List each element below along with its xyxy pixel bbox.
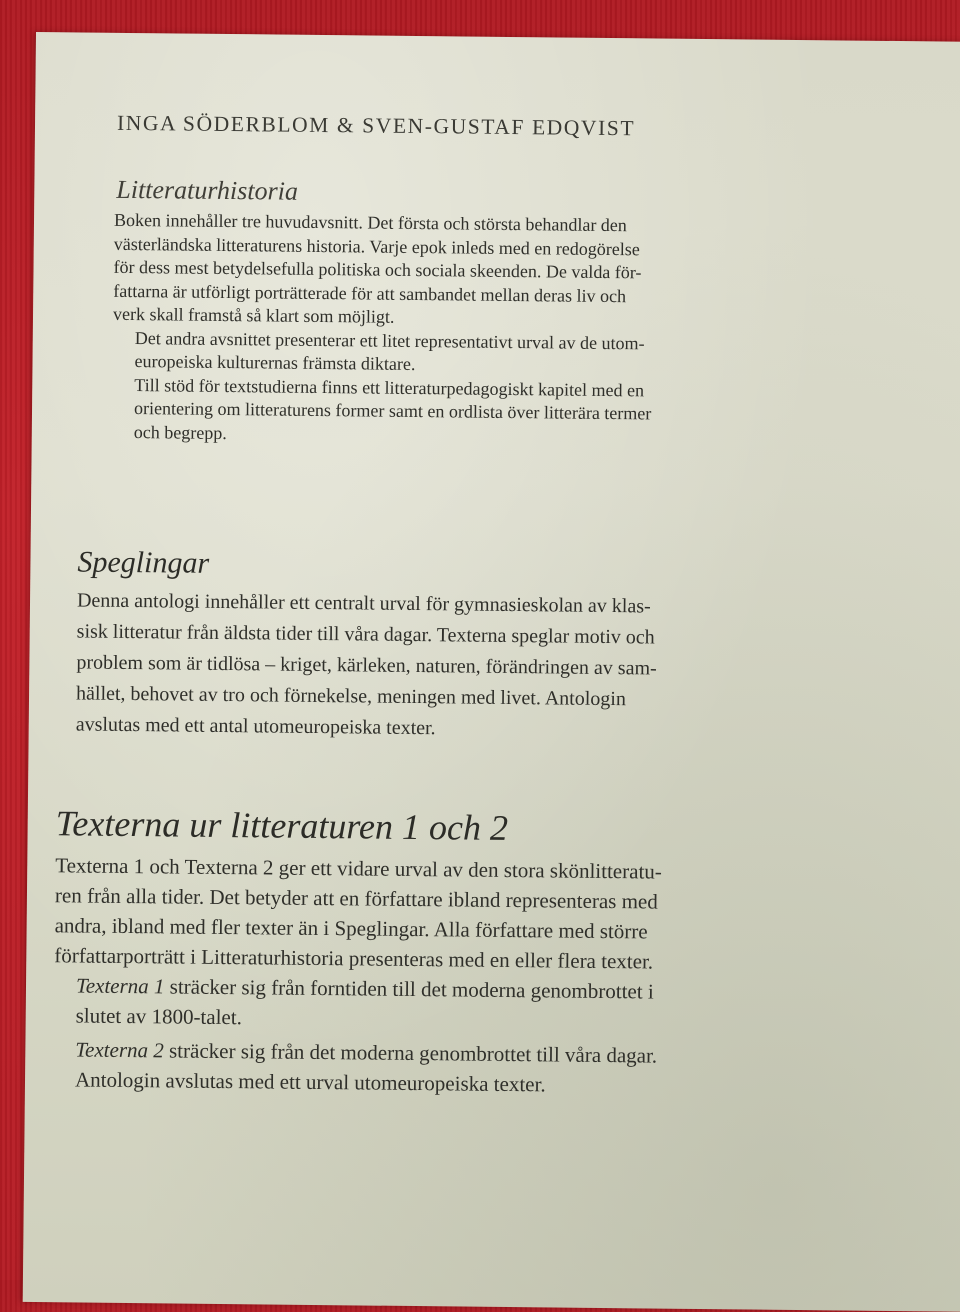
paragraph: [112, 326, 852, 381]
section-heading: Texterna ur litteraturen 1 och 2: [55, 803, 509, 848]
book-title: Texterna 2: [75, 1037, 164, 1063]
paragraph: [54, 970, 855, 1038]
authors-line: INGA SÖDERBLOM & SVEN-GUSTAF EDQVIST: [116, 110, 636, 141]
paragraph: [53, 1034, 854, 1102]
paragraph: [112, 373, 853, 451]
paragraph-text: [53, 1034, 657, 1100]
paragraph-text: Till stöd för textstudierna finns ett litteraturpedagogiskt kapitel med en orientering om litteraturens former samt en ordlista över litterära termer och begrepp.: [133, 374, 652, 443]
book-back-cover: [23, 32, 960, 1312]
section-heading: Speglingar: [77, 545, 210, 580]
paragraph-text: [54, 970, 654, 1036]
section-litteraturhistoria: [112, 175, 855, 452]
section-speglingar: [76, 545, 858, 748]
paragraph-text: sträcker sig från forntiden till det moderna genombrottet i slutet av 1800-talet.: [75, 974, 654, 1030]
paragraph: Boken innehåller tre huvudavsnitt. Det första och största behandlar den västerländska litteraturens historia. Varje epok inleds med en redogörelse för dess mest betydelsefulla politiska och sociala skeenden. De valda för- fattarna är utförligt porträtterade för att sambandet mellan deras liv och verk skall framstå så klart som möjligt.: [112, 209, 642, 327]
paragraph-text: sträcker sig från det moderna genombrottet till våra dagar. Antologin avslutas med ett urval utomeuropeiska texter.: [74, 1038, 658, 1097]
paragraph-text: Det andra avsnittet presenterar ett litet representativt urval av de utom- europeiska kulturernas främsta diktare.: [134, 327, 645, 374]
paragraph: Texterna 1 och Texterna 2 ger ett vidare urval av den stora skönlitteratu- ren från alla tider. Det betyder att en författare ibland representeras med andra, ibland med fler texter än i Speglingar. Alla författare med större författarporträtt i Litteraturhistoria presenteras med en eller flera texter.: [54, 853, 662, 974]
book-title: Texterna 1: [75, 973, 165, 999]
section-heading: Litteraturhistoria: [116, 174, 299, 206]
paragraph: Denna antologi innehåller ett centralt urval för gymnasieskolan av klas- sisk litteratur från äldsta tider till våra dagar. Texterna speglar motiv och problem som är tidlösa – kriget, kärleken, naturen, förändringen av sam- hället, behovet av tro och förnekelse, meningen med livet. Antologin avslutas med ett antal utomeuropeiska texter.: [75, 589, 657, 740]
section-texterna: [53, 802, 856, 1102]
